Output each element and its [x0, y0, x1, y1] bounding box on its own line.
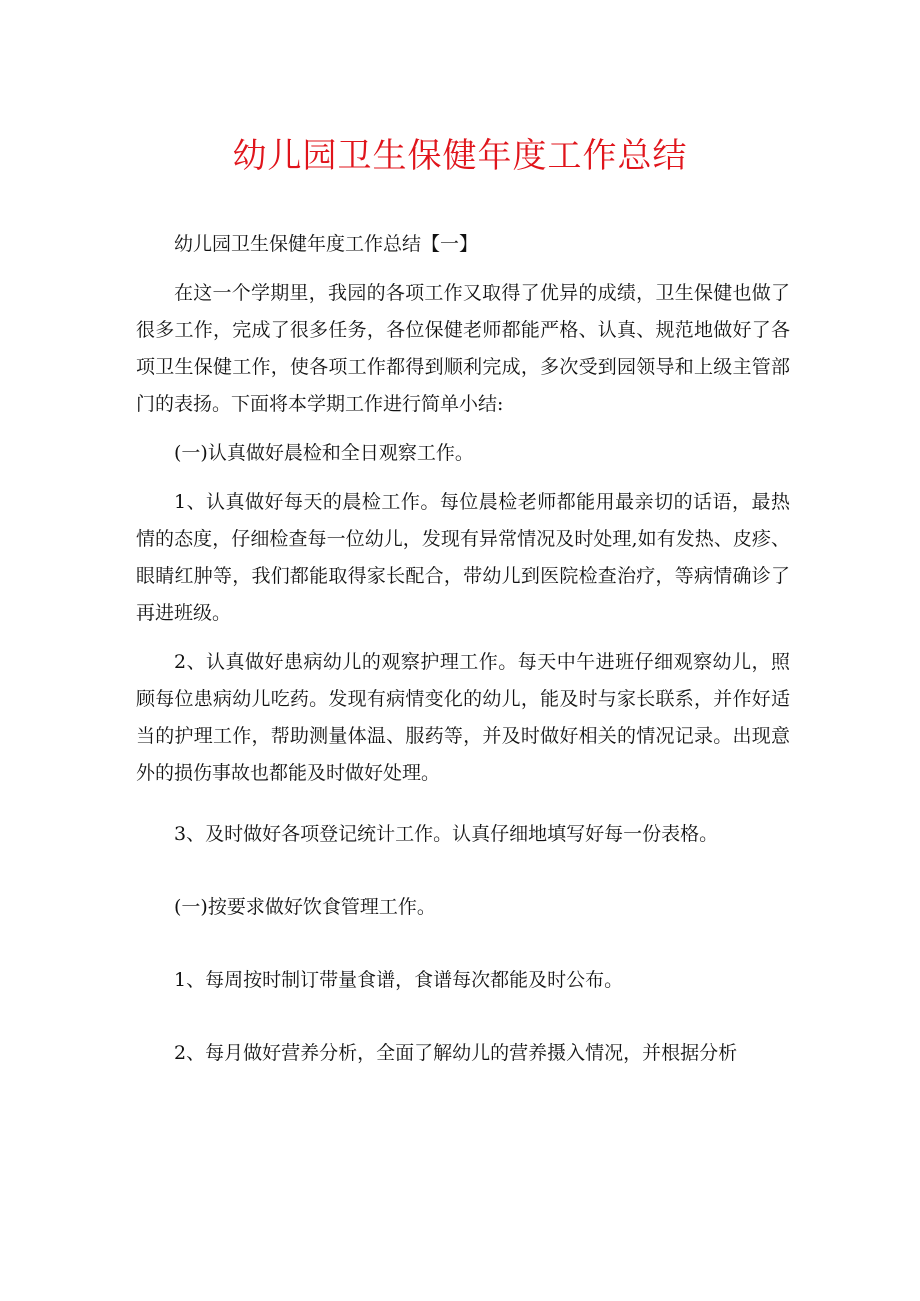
document-body	[136, 226, 790, 1072]
paragraph-diet-item-2: 2、每月做好营养分析，全面了解幼儿的营养摄入情况，并根据分析	[174, 1042, 738, 1064]
document-title: 幼儿园卫生保健年度工作总结	[232, 136, 688, 176]
subheading-diet-management: (一)按要求做好饮食管理工作。	[174, 896, 436, 918]
paragraph-intro: 在这一个学期里，我园的各项工作又取得了优异的成绩，卫生保健也做了很多工作，完成了很多任务，各位保健老师都能严格、认真、规范地做好了各项卫生保健工作，使各项工作都得到顺利完成，多次受到园领导和上级主管部门的表扬。下面将本学期工作进行简单小结:	[136, 282, 790, 415]
paragraph-diet-item-1: 1、每周按时制订带量食谱，食谱每次都能及时公布。	[174, 969, 624, 991]
paragraph-item-2: 2、认真做好患病幼儿的观察护理工作。每天中午进班仔细观察幼儿，照顾每位患病幼儿吃药。发现有病情变化的幼儿，能及时与家长联系，并作好适当的护理工作，帮助测量体温、服药等，并及时做好相关的情况记录。出现意外的损伤事故也都能及时做好处理。	[136, 651, 790, 784]
section-heading-1: 幼儿园卫生保健年度工作总结【一】	[174, 233, 479, 255]
paragraph-item-3: 3、及时做好各项登记统计工作。认真仔细地填写好每一份表格。	[174, 823, 719, 845]
paragraph-item-1: 1、认真做好每天的晨检工作。每位晨检老师都能用最亲切的话语，最热情的态度，仔细检查每一位幼儿，发现有异常情况及时处理,如有发热、皮疹、眼睛红肿等，我们都能取得家长配合，带幼儿到医院检查治疗，等病情确诊了再进班级。	[136, 491, 790, 624]
subheading-morning-check: (一)认真做好晨检和全日观察工作。	[174, 442, 474, 464]
